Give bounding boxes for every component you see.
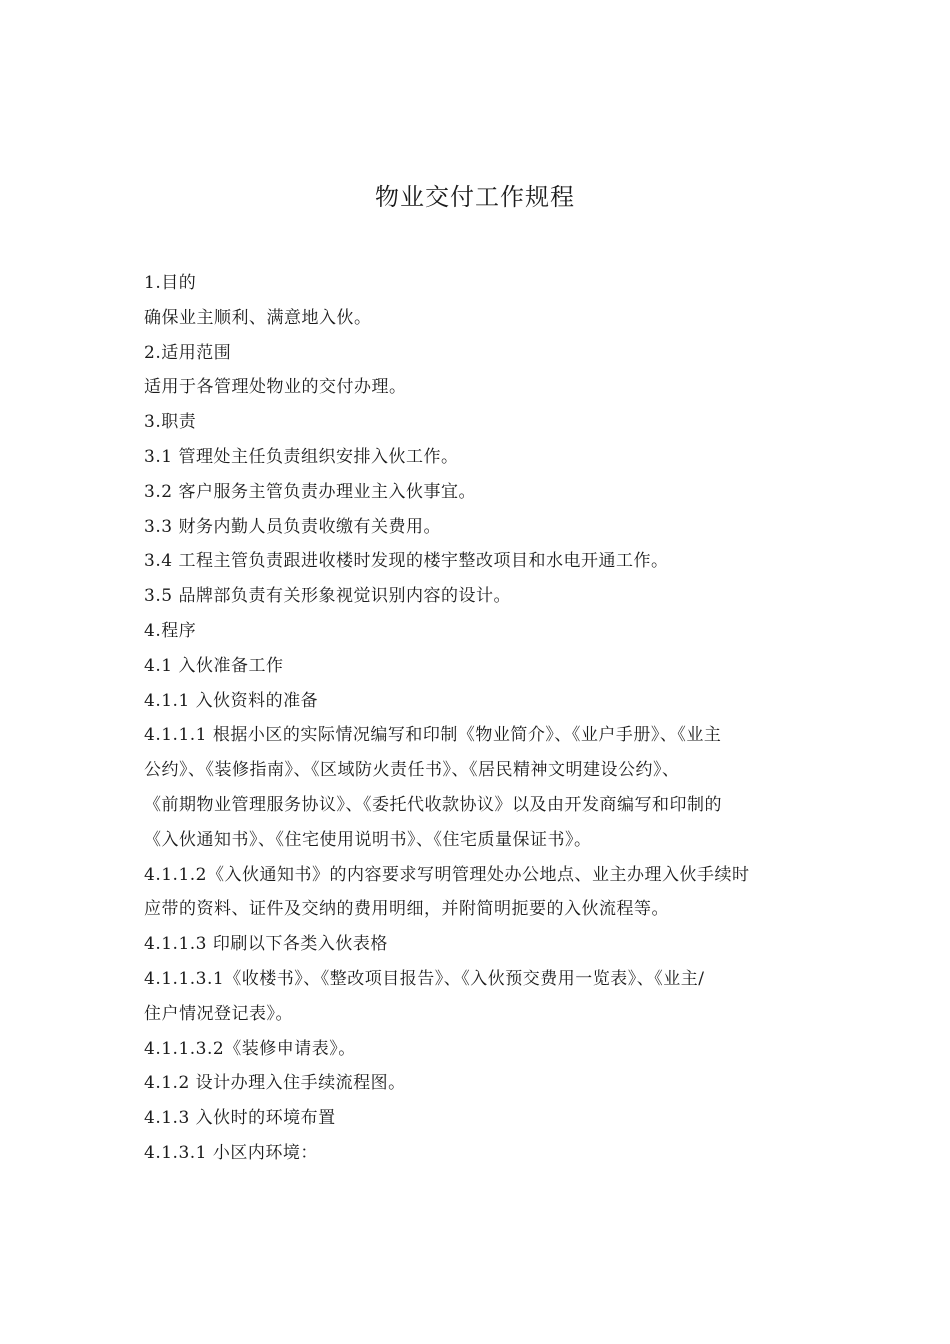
paragraph-line: 4.1.1 入伙资料的准备: [144, 690, 319, 711]
paragraph-line: 3.1 管理处主任负责组织安排入伙工作。: [144, 446, 459, 467]
document-title: 物业交付工作规程: [375, 183, 575, 211]
paragraph-line: 3.职责: [144, 412, 197, 433]
paragraph-line: 确保业主顺利、满意地入伙。: [144, 307, 372, 328]
paragraph-line: 住户情况登记表》。: [144, 1003, 293, 1024]
paragraph-line: 《前期物业管理服务协议》、《委托代收款协议》以及由开发商编写和印制的: [144, 794, 722, 815]
paragraph-line: 4.1.1.2《入伙通知书》的内容要求写明管理处办公地点、业主办理入伙手续时: [144, 864, 750, 885]
paragraph-line: 4.1.1.3.2《装修申请表》。: [144, 1038, 356, 1059]
paragraph-line: 应带的资料、证件及交纳的费用明细，并附简明扼要的入伙流程等。: [144, 899, 669, 920]
paragraph-line: 4.1.1.3 印刷以下各类入伙表格: [144, 934, 388, 955]
paragraph-line: 3.2 客户服务主管负责办理业主入伙事宜。: [144, 481, 476, 502]
paragraph-line: 公约》、《装修指南》、《区域防火责任书》、《居民精神文明建设公约》、: [144, 760, 680, 781]
paragraph-line: 2.适用范围: [144, 342, 232, 363]
paragraph-line: 4.1 入伙准备工作: [144, 655, 284, 676]
paragraph-line: 4.1.3 入伙时的环境布置: [144, 1108, 336, 1129]
paragraph-line: 4.1.1.3.1《收楼书》、《整改项目报告》、《入伙预交费用一览表》、《业主/: [144, 968, 705, 989]
document-body: [144, 266, 812, 1171]
paragraph-line: 4.1.1.1 根据小区的实际情况编写和印制《物业简介》、《业户手册》、《业主: [144, 725, 722, 746]
paragraph-line: 4.程序: [144, 620, 197, 641]
paragraph-line: 《入伙通知书》、《住宅使用说明书》、《住宅质量保证书》。: [144, 829, 592, 850]
paragraph-line: 3.3 财务内勤人员负责收缴有关费用。: [144, 516, 441, 537]
paragraph-line: 3.5 品牌部负责有关形象视觉识别内容的设计。: [144, 586, 511, 607]
paragraph-line: 适用于各管理处物业的交付办理。: [144, 377, 407, 398]
paragraph-line: 4.1.2 设计办理入住手续流程图。: [144, 1073, 406, 1094]
paragraph-line: 4.1.3.1 小区内环境：: [144, 1142, 318, 1163]
paragraph-line: 3.4 工程主管负责跟进收楼时发现的楼宇整改项目和水电开通工作。: [144, 551, 669, 572]
paragraph-line: 1.目的: [144, 273, 197, 293]
